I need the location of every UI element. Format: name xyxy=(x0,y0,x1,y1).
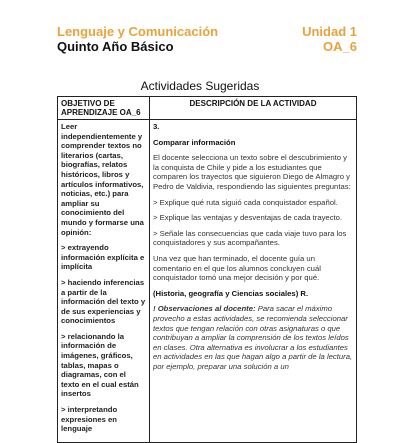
cross-reference: (Historia, geografía y Ciencias sociales) R. xyxy=(153,288,309,298)
objective-item: > relacionando la información de imágenes, gráficos, tablas, mapas o diagramas, con el texto en el cual están insertos xyxy=(61,331,139,399)
activities-table xyxy=(57,96,357,443)
objective-item: > haciendo inferencias a partir de la información del texto y de sus experiencias y conocimientos xyxy=(61,277,146,326)
objective-column-header: OBJETIVO DE APRENDIZAJE OA_6 xyxy=(58,97,150,120)
observation-label: ! Observaciones al docente: xyxy=(153,304,256,314)
activity-number: 3. xyxy=(153,122,160,131)
table-header-row xyxy=(58,97,357,120)
page-header xyxy=(57,24,357,58)
activity-question: > Señale las consecuencias que cada viaje tuvo para los conquistadores y sus acompañantes. xyxy=(153,228,347,248)
objective-item: > interpretando expresiones en lenguaje xyxy=(61,405,118,434)
activity-question: > Explique qué ruta siguió cada conquistador español. xyxy=(153,197,338,207)
objective-cell xyxy=(58,120,150,443)
activity-intro: El docente selecciona un texto sobre el descubrimiento y la conquista de Chile y pide a los estudiantes que comparen los trayectos que siguieron Diego de Almagro y Pedro de Valdivia, respondiendo las siguientes preguntas: xyxy=(153,153,351,191)
description-cell xyxy=(150,120,357,443)
observation-text: Para sacar el máximo provecho a estas actividades, se recomienda seleccionar textos que tengan relación con otras asignaturas o que contribuyan a ampliar la comprensión de los textos leídos en clases. Otra alternativa es involucrar a los estudiantes en actividades en las que hagan algo a partir de la lectura, por ejemplo, preparar una solución a un xyxy=(153,304,353,371)
unit-title: Unidad 1 xyxy=(302,24,357,39)
section-title: Actividades Sugeridas xyxy=(140,79,260,93)
table-row xyxy=(58,120,357,443)
activity-closing: Una vez que han terminado, el docente guía un comentario en el que los alumnos concluyen cuál conquistador tomó una mejor decisión y por qué. xyxy=(153,253,321,283)
objective-item: > extrayendo información explícita e implícita xyxy=(61,243,145,272)
objective-code: OA_6 xyxy=(323,39,357,54)
activity-question: > Explique las ventajas y desventajas de cada trayecto. xyxy=(153,213,343,223)
objective-text: Leer independientemente y comprender textos no literarios (cartas, biografías, relatos históricos, libros y artículos informativos, noticias, etc.) para ampliar su conocimiento del mundo y formarse una opinión: xyxy=(61,122,144,237)
description-column-header: DESCRIPCIÓN DE LA ACTIVIDAD xyxy=(150,97,357,120)
teacher-observation xyxy=(153,304,353,371)
activity-title: Comparar información xyxy=(153,137,236,147)
subject-title: Lenguaje y Comunicación xyxy=(57,24,219,39)
grade-title: Quinto Año Básico xyxy=(57,39,174,54)
